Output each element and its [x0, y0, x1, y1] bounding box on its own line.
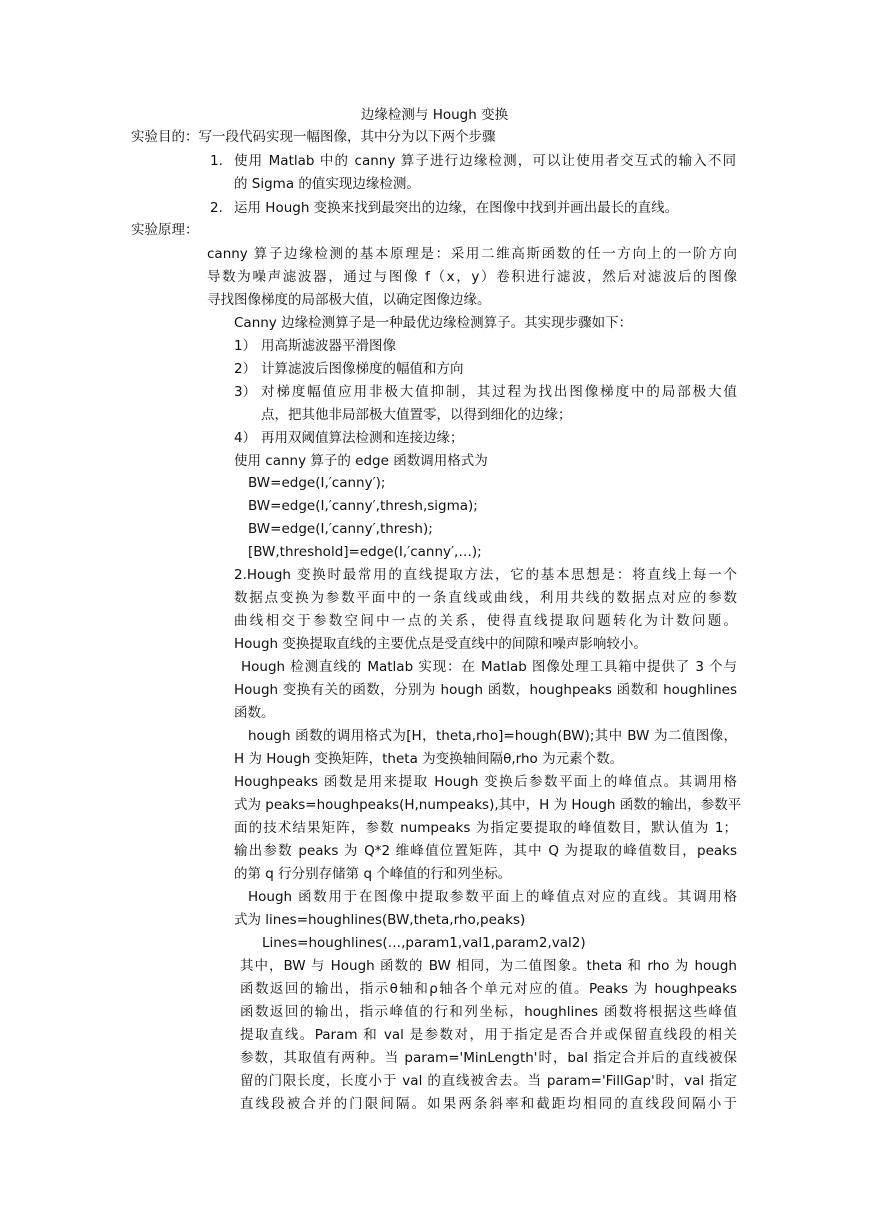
- paragraph-line: canny 算子边缘检测的基本原理是：采用二维高斯函数的任一方向上的一阶方向: [207, 246, 737, 262]
- paragraph-line: H 为 Hough 变换矩阵，theta 为变换轴间隔θ,rho 为元素个数。: [234, 751, 624, 767]
- purpose-item-text: 使用 Matlab 中的 canny 算子进行边缘检测，可以让使用者交互式的输入不同: [234, 153, 736, 169]
- paragraph-line: 直线段被合并的门限间隔。如果两条斜率和截距均相同的直线段间隔小于: [240, 1096, 737, 1112]
- step-number: 2）: [234, 361, 257, 377]
- purpose-intro: 写一段代码实现一幅图像，其中分为以下两个步骤: [198, 129, 496, 145]
- purpose-item-number: 2.: [210, 200, 223, 216]
- paragraph-line: Hough 变换提取直线的主要优点是受直线中的间隙和噪声影响较小。: [234, 636, 647, 652]
- step-text: 对梯度幅值应用非极大值抑制，其过程为找出图像梯度中的局部极大值: [261, 384, 737, 400]
- paragraph-line: 2.Hough 变换时最常用的直线提取方法，它的基本思想是：将直线上每一个: [234, 567, 737, 583]
- paragraph-line: 数据点变换为参数平面中的一条直线或曲线，利用共线的数据点对应的参数: [234, 590, 737, 606]
- paragraph-line: 的第 q 行分别存储第 q 个峰值的行和列坐标。: [234, 866, 512, 882]
- paragraph-line: hough 函数的调用格式为[H，theta,rho]=hough(BW);其中 BW 为二值图像，: [248, 728, 737, 744]
- paragraph-line: 面的技术结果矩阵，参数 numpeaks 为指定要提取的峰值数目，默认值为 1；: [234, 820, 737, 836]
- step-text: 再用双阈值算法检测和连接边缘；: [261, 430, 464, 446]
- purpose-item-text-cont: 的 Sigma 的值实现边缘检测。: [234, 176, 420, 192]
- paragraph-line: 函数。: [234, 705, 275, 721]
- purpose-heading: [131, 126, 496, 149]
- purpose-item-number: 1.: [210, 153, 223, 169]
- paragraph-line: Hough 函数用于在图像中提取参数平面上的峰值点对应的直线。其调用格: [248, 889, 737, 905]
- paragraph-line: Canny 边缘检测算子是一种最优边缘检测算子。其实现步骤如下：: [234, 315, 633, 331]
- paragraph-line: 函数返回的输出，指示峰值的行和列坐标，houghlines 函数将根据这些峰值: [240, 1004, 737, 1020]
- step-text: 用高斯滤波器平滑图像: [261, 338, 396, 354]
- paragraph-line: 提取直线。Param 和 val 是参数对，用于指定是否合并或保留直线段的相关: [240, 1027, 737, 1043]
- code-line: BW=edge(I,′canny′,thresh);: [248, 521, 433, 537]
- step-text-cont: 点，把其他非局部极大值置零，以得到细化的边缘；: [261, 407, 572, 423]
- paragraph-line: Hough 变换有关的函数，分别为 hough 函数，houghpeaks 函数和 houghlines: [234, 682, 737, 698]
- paragraph-line: 留的门限长度，长度小于 val 的直线被舍去。当 param='FillGap'时，val 指定: [240, 1073, 737, 1089]
- code-line: BW=edge(I,′canny′);: [248, 475, 386, 491]
- step-number: 4）: [234, 430, 257, 446]
- step-number: 3）: [234, 384, 257, 400]
- paragraph-line: 寻找图像梯度的局部极大值，以确定图像边缘。: [207, 292, 491, 308]
- purpose-item-text: 运用 Hough 变换来找到最突出的边缘，在图像中找到并画出最长的直线。: [234, 200, 679, 216]
- paragraph-line: 式为 peaks=houghpeaks(H,numpeaks),其中，H 为 Hough 函数的输出，参数平: [234, 797, 742, 813]
- paragraph-line: 参数，其取值有两种。当 param='MinLength'时，bal 指定合并后的直线被保: [240, 1050, 737, 1066]
- code-line: Lines=houghlines(…,param1,val1,param2,val2): [262, 935, 586, 951]
- principle-heading: 实验原理：: [131, 222, 199, 238]
- paragraph-line: 使用 canny 算子的 edge 函数调用格式为: [234, 453, 488, 469]
- paragraph-line: Houghpeaks 函数是用来提取 Hough 变换后参数平面上的峰值点。其调用格: [234, 774, 737, 790]
- paragraph-line: 导数为噪声滤波器，通过与图像 f（x，y）卷积进行滤波，然后对滤波后的图像: [207, 269, 737, 285]
- document-title: 边缘检测与 Hough 变换: [360, 107, 509, 123]
- purpose-label: 实验目的：: [131, 129, 199, 145]
- paragraph-line: 曲线相交于参数空间中一点的关系，使得直线提取问题转化为计数问题。: [234, 613, 737, 629]
- step-number: 1）: [234, 338, 257, 354]
- step-text: 计算滤波后图像梯度的幅值和方向: [261, 361, 464, 377]
- paragraph-line: 函数返回的输出，指示θ轴和ρ轴各个单元对应的值。Peaks 为 houghpeaks: [240, 981, 737, 997]
- paragraph-line: 其中，BW 与 Hough 函数的 BW 相同，为二值图象。theta 和 rho 为 hough: [240, 958, 737, 974]
- paragraph-line: 输出参数 peaks 为 Q*2 维峰值位置矩阵，其中 Q 为提取的峰值数目，peaks: [234, 843, 737, 859]
- code-line: BW=edge(I,′canny′,thresh,sigma);: [248, 498, 478, 514]
- paragraph-line: 式为 lines=houghlines(BW,theta,rho,peaks): [234, 912, 526, 928]
- paragraph-line: Hough 检测直线的 Matlab 实现：在 Matlab 图像处理工具箱中提供了 3 个与: [241, 659, 737, 675]
- code-line: [BW,threshold]=edge(I,′canny′,…);: [248, 544, 482, 560]
